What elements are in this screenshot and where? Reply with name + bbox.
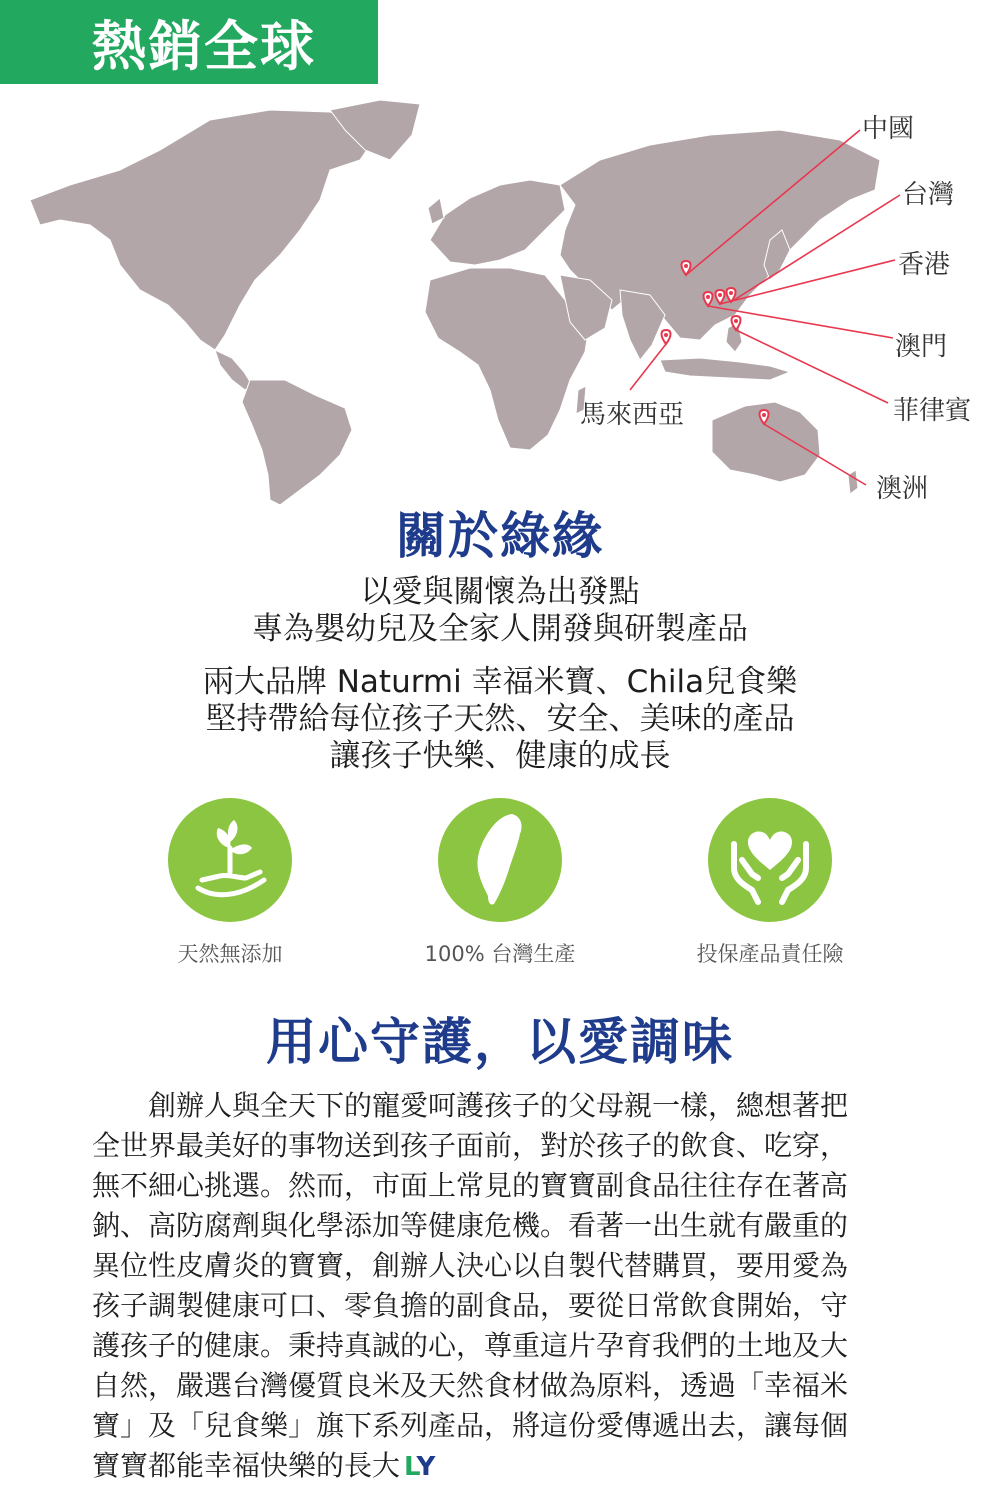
map-label-australia: 澳洲	[876, 474, 929, 504]
about-line: 讓孩子快樂、健康的成長	[329, 738, 671, 774]
pin-malaysia-icon	[662, 330, 671, 344]
about-title: 關於綠緣	[396, 507, 604, 565]
about-line: 堅持帶給每位孩子天然、安全、美味的產品	[205, 701, 795, 737]
feature-list	[0, 798, 1000, 968]
banner-title: 熱銷全球	[92, 14, 316, 78]
story-line: 創辦人與全天下的寵愛呵護孩子的父母親一樣，總想著把	[92, 1089, 849, 1122]
story-line: 鈉、高防腐劑與化學添加等健康危機。看著一出生就有嚴重的	[92, 1209, 849, 1242]
indonesia-shape	[660, 358, 790, 380]
about-line: 專為嬰幼兒及全家人開發與研製產品	[252, 611, 748, 647]
feature-insurance	[650, 798, 890, 968]
feature-natural	[110, 798, 350, 968]
feature-label: 100% 台灣生產	[424, 942, 576, 966]
story-line: 自然，嚴選台灣優質良米及天然食材做為原料，透過「幸福米	[92, 1369, 849, 1402]
story-line: 孩子調製健康可口、零負擔的副食品，要從日常飲食開始，守	[92, 1289, 849, 1322]
story-line: 護孩子的健康。秉持真誠的心，尊重這片孕育我們的土地及大	[92, 1329, 849, 1362]
story-title: 用心守護，以愛調味	[266, 1013, 734, 1071]
story-line: 異位性皮膚炎的寶寶，創辦人決心以自製代替購買，要用愛為	[92, 1249, 849, 1282]
map-label-philippines: 菲律賓	[893, 396, 972, 426]
new-zealand-shape	[848, 470, 858, 494]
page-banner	[0, 0, 378, 84]
map-label-taiwan: 台灣	[902, 180, 955, 210]
europe-shape	[430, 180, 565, 265]
world-map-graphic	[0, 90, 1000, 510]
logo-letter-l: L	[404, 1452, 417, 1482]
map-label-china: 中國	[862, 114, 915, 144]
central-america-shape	[215, 350, 252, 390]
about-brands	[0, 664, 1000, 775]
about-intro	[0, 574, 1000, 648]
about-line: 以愛與關懷為出發點	[360, 574, 640, 610]
logo-letter-y: Y	[416, 1452, 436, 1482]
map-label-malaysia: 馬來西亞	[580, 400, 685, 430]
feature-label: 投保產品責任險	[696, 942, 844, 966]
hands-heart-icon	[708, 798, 832, 922]
feature-made-in-taiwan	[380, 798, 620, 968]
brand-logo-mark	[404, 1447, 435, 1487]
world-map	[0, 90, 1000, 510]
south-america-shape	[242, 380, 352, 505]
story-paragraph	[92, 1086, 904, 1487]
hand-sprout-icon	[168, 798, 292, 922]
story-line-last	[92, 1446, 904, 1487]
taiwan-map-icon	[438, 798, 562, 922]
story-line: 寶」及「兒食樂」旗下系列產品，將這份愛傳遞出去，讓每個	[92, 1409, 849, 1442]
north-america-shape	[30, 110, 380, 350]
story-line: 全世界最美好的事物送到孩子面前，對於孩子的飲食、吃穿，	[92, 1129, 849, 1162]
story-line-text: 寶寶都能幸福快樂的長大	[92, 1449, 401, 1482]
story-line: 無不細心挑選。然而，市面上常見的寶寶副食品往往存在著高	[92, 1169, 849, 1202]
feature-label: 天然無添加	[177, 942, 283, 966]
map-label-macau: 澳門	[895, 332, 948, 362]
about-line: 兩大品牌 Naturmi 幸福米寶、Chila兒食樂	[202, 664, 798, 700]
map-label-hongkong: 香港	[898, 250, 951, 280]
